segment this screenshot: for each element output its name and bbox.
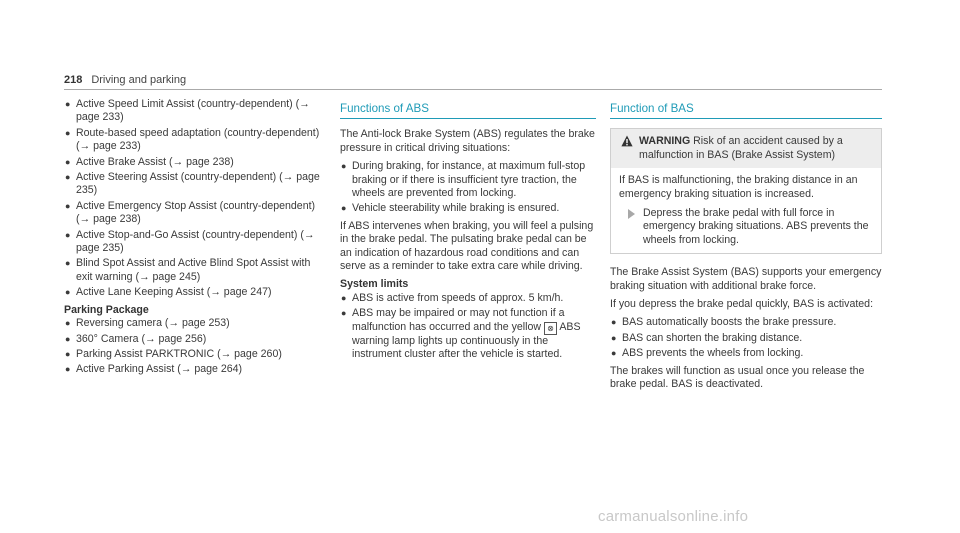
abs-paragraph: If ABS intervenes when braking, you will feel a pulsing in the brake pedal. The pulsating brake pedal can be an indication of hazardous road conditions and can serve as a reminder to take extra care while driving. [340, 219, 594, 273]
list-item: ● Active Stop-and-Go Assist (country-dependent) (→ page 235) [65, 228, 315, 255]
bas-list [610, 316, 882, 360]
warning-text: If BAS is malfunctioning, the braking distance in an emergency braking situation is increased. [619, 174, 858, 200]
warning-body [611, 168, 881, 253]
bas-paragraph-2: If you depress the brake pedal quickly, BAS is activated: [610, 298, 874, 311]
list-item: ● Active Parking Assist (→ page 264) [65, 363, 243, 376]
limits-list [340, 292, 596, 362]
bullet-icon: ● [65, 99, 71, 109]
bullet-icon: ● [611, 332, 617, 343]
list-item: ● Active Emergency Stop Assist (country-dependent) (→ page 238) [65, 199, 316, 226]
bullet-icon: ● [65, 318, 71, 329]
list-item: ● Active Steering Assist (country-dependent) (→ page 235) [65, 171, 320, 197]
warning-triangle-icon [621, 135, 633, 147]
middle-column [340, 102, 596, 364]
bullet-icon: ● [611, 348, 617, 359]
bas-paragraph-1: The Brake Assist System (BAS) supports your emergency braking situation with additional brake force. [610, 266, 882, 292]
abs-list [340, 160, 596, 216]
assist-list [64, 98, 326, 300]
abs-warning-lamp-icon: ⊗ [544, 322, 557, 335]
bullet-icon: ● [341, 161, 347, 172]
bullet-icon: ● [65, 172, 71, 183]
list-item: ● Vehicle steerability while braking is ensured. [341, 202, 560, 215]
list-item: ● BAS automatically boosts the brake pressure. [611, 316, 837, 329]
bullet-icon: ● [611, 317, 617, 328]
system-limits-heading: System limits [340, 278, 409, 291]
left-column [64, 98, 326, 379]
bullet-icon: ● [65, 229, 71, 240]
warning-label: WARNING [639, 135, 691, 148]
page-header [64, 74, 882, 90]
list-item: ● 360° Camera (→ page 256) [65, 332, 207, 345]
bullet-icon: ● [65, 287, 71, 298]
list-item: ● Active Lane Keeping Assist (→ page 247) [65, 286, 272, 299]
warning-header [611, 129, 881, 168]
parking-package-heading: Parking Package [64, 303, 149, 316]
list-item: ● ABS is active from speeds of approx. 5 km/h. [341, 291, 564, 304]
bullet-icon: ● [65, 258, 71, 269]
bullet-icon: ● [341, 308, 347, 319]
bullet-icon: ● [341, 203, 347, 214]
list-item: ● Active Speed Limit Assist (country-dependent) (→ page 233) [65, 98, 310, 124]
list-item: ● Parking Assist PARKTRONIC (→ page 260) [65, 347, 282, 360]
bullet-icon: ● [65, 364, 71, 375]
list-item: ● Reversing camera (→ page 253) [65, 317, 230, 330]
right-column [610, 102, 882, 397]
warning-box [610, 128, 882, 254]
bullet-icon: ● [65, 127, 71, 138]
watermark: carmanualsonline.info [598, 508, 749, 525]
page-number: 218 [64, 74, 83, 86]
bas-paragraph-3: The brakes will function as usual once you release the brake pedal. BAS is deactivated. [610, 364, 865, 391]
list-item: ● Active Brake Assist (→ page 238) [65, 155, 234, 168]
list-item: ● ABS prevents the wheels from locking. [611, 347, 804, 360]
bullet-icon: ● [65, 348, 71, 359]
list-item: ● Blind Spot Assist and Active Blind Spot Assist with exit warning (→ page 245) [65, 257, 311, 283]
warning-title: Risk of an accident caused by a malfunction in BAS (Brake Assist System) [639, 135, 843, 161]
abs-heading: Functions of ABS [340, 102, 596, 119]
list-item: ● ABS may be impaired or may not function if a malfunction has occurred and the yellow ⊗ ABS warning lamp lights up continuously in the instrument cluster after the vehicle is started. [341, 307, 581, 361]
bullet-icon: ● [65, 156, 71, 167]
bas-heading: Function of BAS [610, 102, 882, 119]
arrow-step-icon [628, 209, 635, 219]
running-title: Driving and parking [91, 74, 187, 86]
bullet-icon: ● [65, 333, 71, 344]
bullet-icon: ● [341, 292, 347, 303]
warning-step: Depress the brake pedal with full force in emergency braking situations. ABS prevents the wheels from locking. [619, 207, 873, 247]
list-item: ● BAS can shorten the braking distance. [611, 331, 803, 344]
parking-list [64, 317, 326, 377]
bullet-icon: ● [65, 200, 71, 211]
list-item: ● Route-based speed adaptation (country-dependent) (→ page 233) [65, 126, 320, 153]
abs-intro: The Anti-lock Brake System (ABS) regulates the brake pressure in critical driving situations: [340, 128, 595, 154]
list-item: ● During braking, for instance, at maximum full-stop braking or if there is insufficient tyre traction, the wheels are prevented from locking. [341, 160, 586, 200]
